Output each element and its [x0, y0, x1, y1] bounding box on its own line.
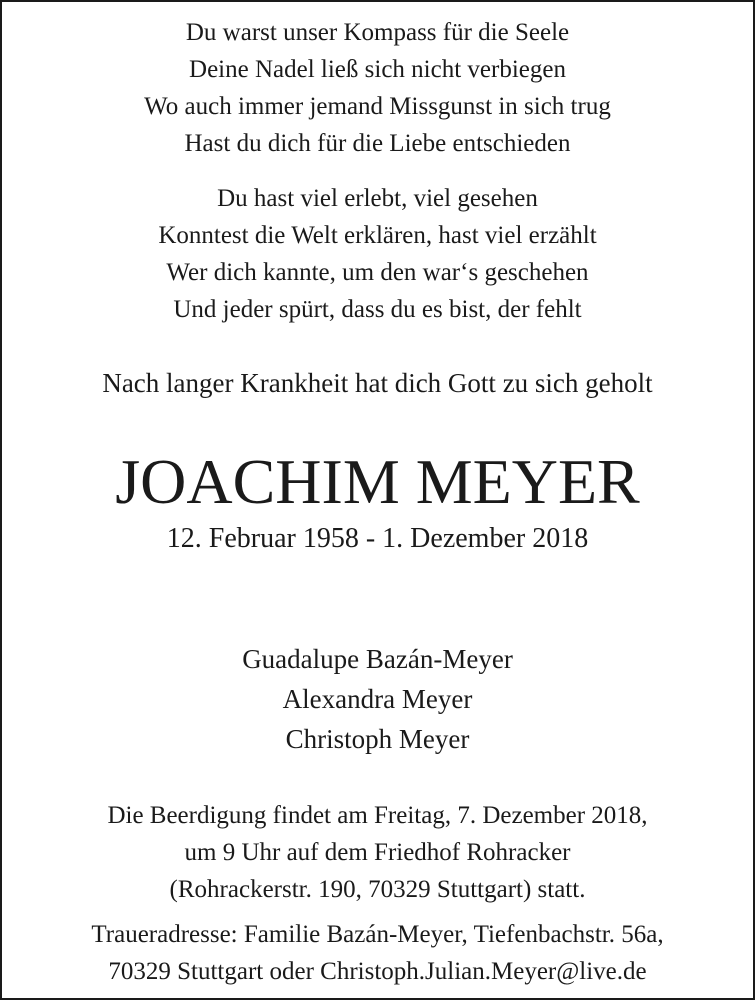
poem-line: Konntest die Welt erklären, hast viel erzählt — [158, 222, 597, 249]
poem-stanza-2 — [2, 180, 753, 328]
mourners-list — [2, 639, 753, 759]
funeral-line: um 9 Uhr auf dem Friedhof Rohracker — [184, 839, 571, 866]
funeral-line: (Rohrackerstr. 190, 70329 Stuttgart) statt. — [169, 876, 586, 903]
poem-line: Deine Nadel ließ sich nicht verbiegen — [189, 56, 566, 83]
poem-line: Und jeder spürt, dass du es bist, der fehlt — [173, 296, 582, 323]
address-line: Traueradresse: Familie Bazán-Meyer, Tiefenbachstr. 56a, — [91, 921, 664, 948]
poem-line: Wer dich kannte, um den war‘s geschehen — [166, 259, 589, 286]
mourner-name: Christoph Meyer — [285, 724, 470, 754]
poem-line: Wo auch immer jemand Missgunst in sich trug — [144, 93, 611, 120]
intro-line: Nach langer Krankheit hat dich Gott zu sich geholt — [102, 368, 653, 398]
poem-line: Du hast viel erlebt, viel gesehen — [217, 185, 538, 212]
mourning-address — [2, 916, 753, 990]
funeral-info — [2, 797, 753, 908]
poem-line: Hast du dich für die Liebe entschieden — [184, 130, 571, 157]
poem-stanza-1 — [2, 14, 753, 162]
life-dates: 12. Februar 1958 - 1. Dezember 2018 — [166, 523, 589, 554]
mourner-name: Alexandra Meyer — [282, 684, 473, 714]
mourner-name: Guadalupe Bazán-Meyer — [242, 644, 513, 674]
deceased-name: JOACHIM MEYER — [115, 446, 640, 517]
address-line: 70329 Stuttgart oder Christoph.Julian.Meyer@live.de — [108, 958, 647, 985]
poem-line: Du warst unser Kompass für die Seele — [185, 19, 570, 46]
funeral-line: Die Beerdigung findet am Freitag, 7. Dezember 2018, — [107, 802, 648, 829]
